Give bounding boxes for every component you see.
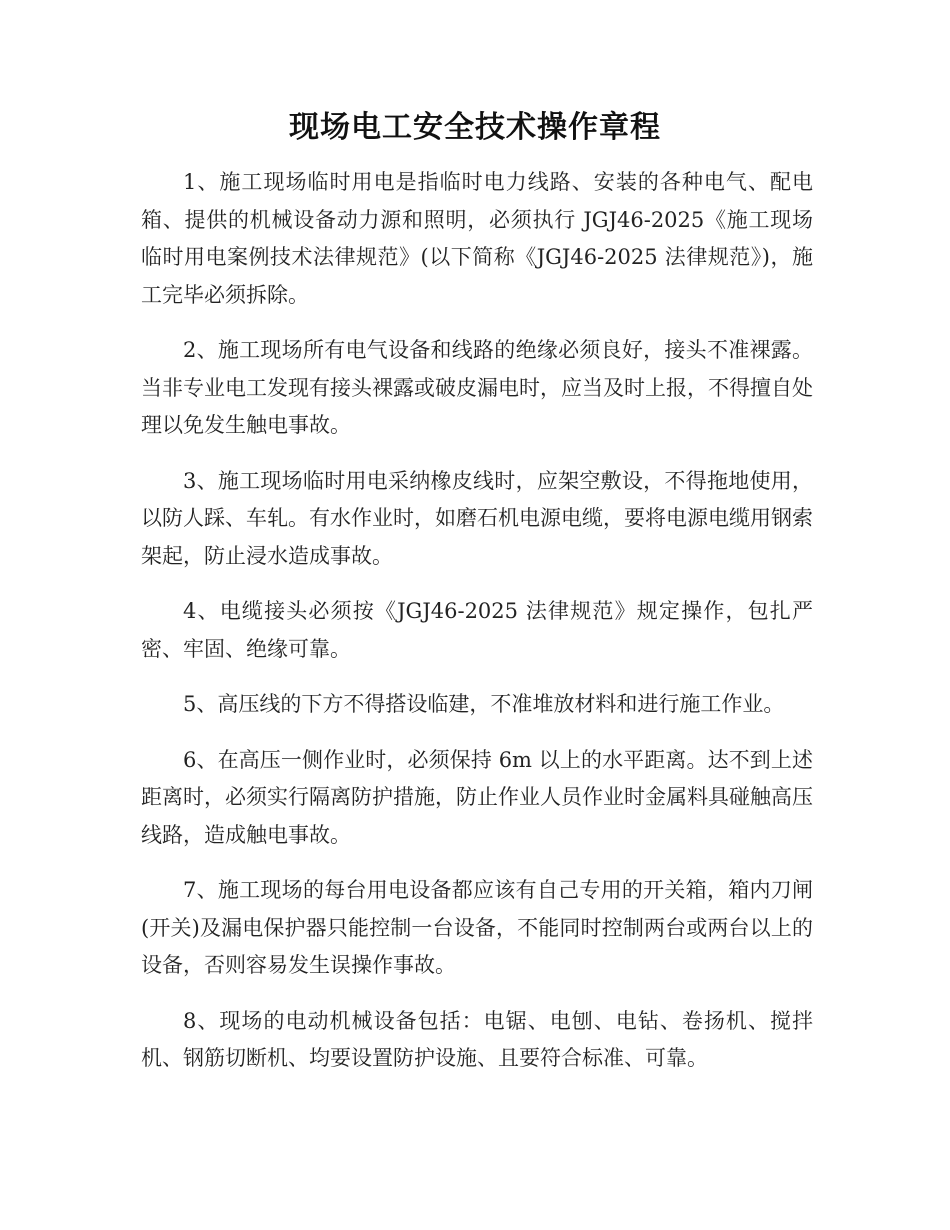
document-title: 现场电工安全技术操作章程	[289, 110, 661, 145]
paragraph-4: 4、电缆接头必须按《JGJ46-2025 法律规范》规定操作，包扎严密、牢固、绝缘可靠。	[141, 599, 813, 661]
document-body	[141, 164, 813, 1096]
paragraph-8: 8、现场的电动机械设备包括：电锯、电刨、电钻、卷扬机、搅拌机、钢筋切断机、均要设置防护设施、且要符合标准、可靠。	[141, 1008, 813, 1070]
paragraph-1: 1、施工现场临时用电是指临时电力线路、安装的各种电气、配电箱、提供的机械设备动力源和照明，必须执行 JGJ46-2025《施工现场临时用电案例技术法律规范》(以下简称《JGJ46-2025 法律规范》)，施工完毕必须拆除。	[141, 170, 813, 307]
paragraph-5: 5、高压线的下方不得搭设临建，不准堆放材料和进行施工作业。	[183, 692, 785, 716]
paragraph-7: 7、施工现场的每台用电设备都应该有自己专用的开关箱，箱内刀闸(开关)及漏电保护器只能控制一台设备，不能同时控制两台或两台以上的设备，否则容易发生误操作事故。	[141, 878, 813, 977]
paragraph-6: 6、在高压一侧作业时，必须保持 6m 以上的水平距离。达不到上述距离时，必须实行隔离防护措施，防止作业人员作业时金属料具碰触高压线路，造成触电事故。	[141, 747, 813, 847]
paragraph-2: 2、施工现场所有电气设备和线路的绝缘必须良好，接头不准裸露。当非专业电工发现有接头裸露或破皮漏电时，应当及时上报，不得擅自处理以免发生触电事故。	[141, 338, 813, 437]
paragraph-3: 3、施工现场临时用电采纳橡皮线时，应架空敷设，不得拖地使用，以防人踩、车轧。有水作业时，如磨石机电源电缆，要将电源电缆用钢索架起，防止浸水造成事故。	[141, 468, 813, 568]
